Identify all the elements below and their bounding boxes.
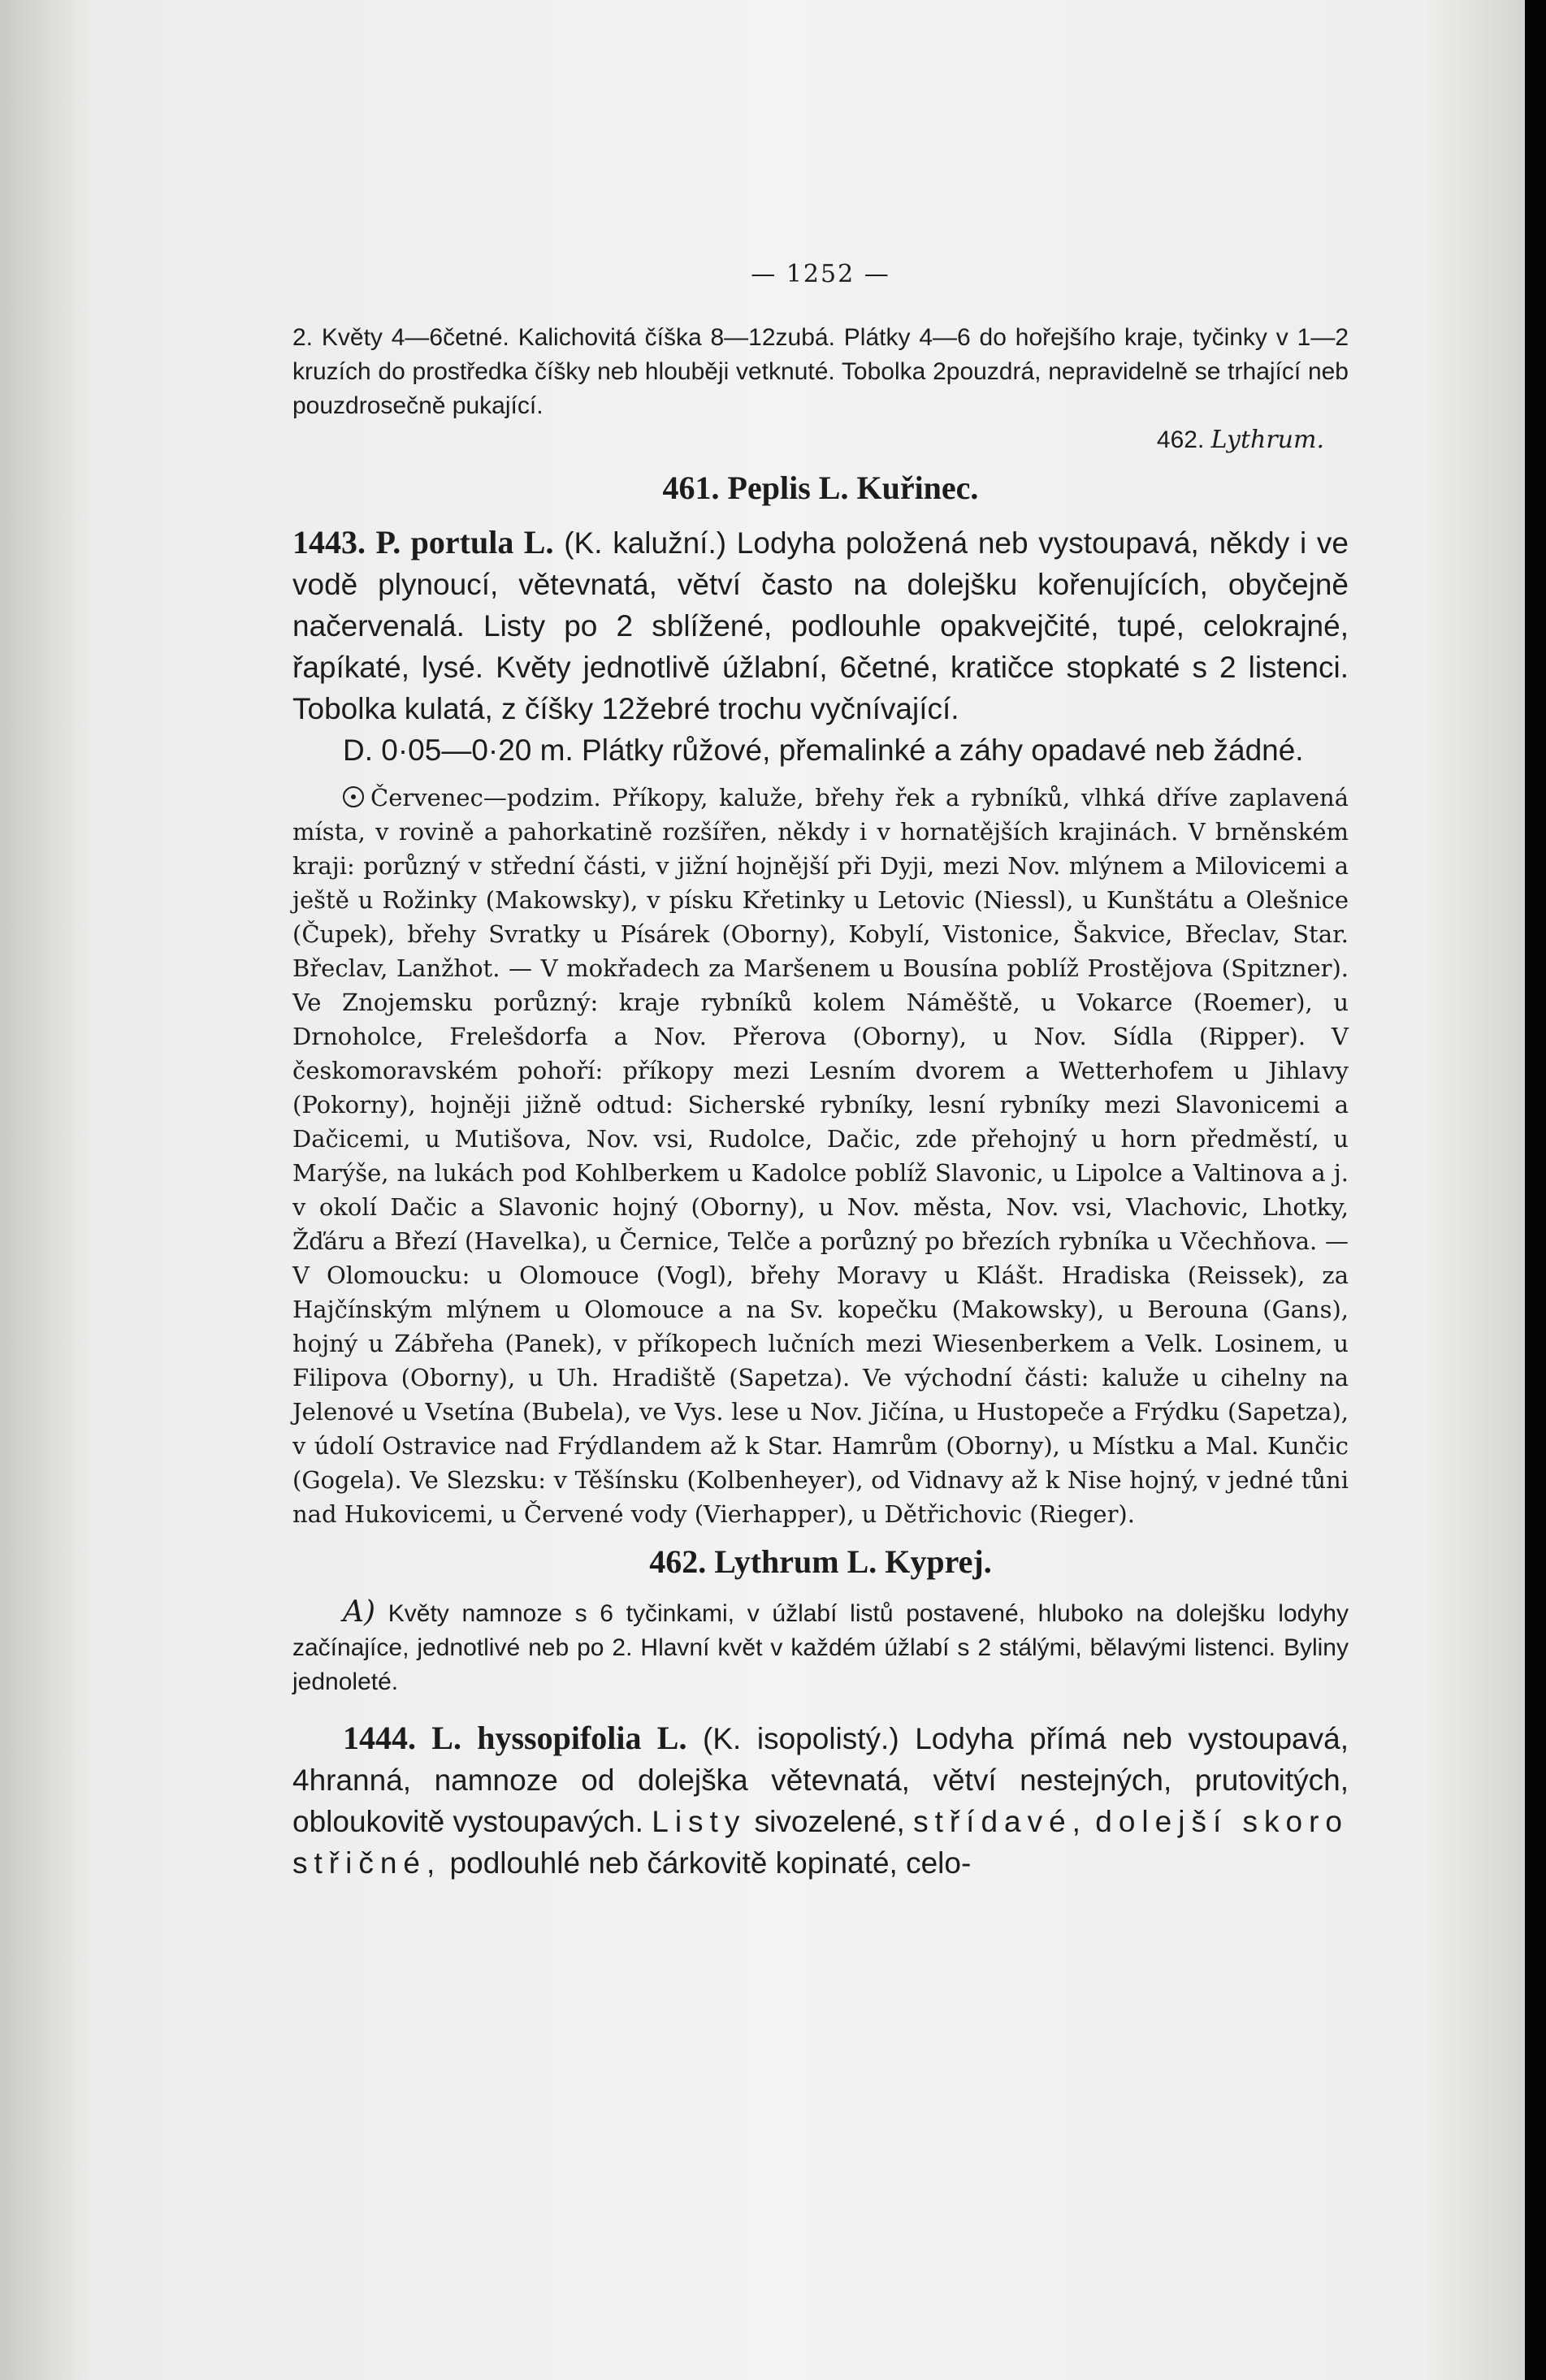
species-1443-distribution-text: Červenec—podzim. Příkopy, kaluže, břehy řek a rybníků, vlhká dříve zaplavená místa, v rovině a pahorkatině rozšířen, někdy i v hornatějších krajinách. V brněnském kraji: porůzný v střední části, v jižní hojnější při Dyji, mezi Nov. mlýnem a Milovicemi a ještě u Rožinky (Makowsky), v písku Křetinky u Letovic (Niessl), u Kunštátu a Olešnice (Čupek), břehy Svratky u Písárek (Oborny), Kobylí, Vistonice, Šakvice, Břeclav, Star. Břeclav, Lanžhot. — V mokřadech za Maršenem u Bousína poblíž Prostějova (Spitzner). Ve Znojemsku porůzný: kraje rybníků kolem Náměště, u Vokarce (Roemer), u Drnoholce, Frelešdorfa a Nov. Přerova (Oborny), u Nov. Sídla (Ripper). V českomoravském pohoří: příkopy mezi Lesním dvorem a Wetterhofem u Jihlavy (Pokorny), hojněji jižně odtud: Sicherské rybníky, lesní rybníky mezi Slavonicemi a Dačicemi, u Mutišova, Nov. vsi, Rudolce, Dačic, zde přehojný u horn předměstí, u Marýše, na lukách pod Kohlberkem u Kadolce poblíž Slavonic, u Lipolce a Valtinova a j. v okolí Dačic a Slavonic hojný (Oborny), u Nov. města, Nov. vsi, Vlachovic, Lhotky, Žďáru a Březí (Havelka), u Černice, Telče a porůzný po březích rybníka u Včechňova. — V Olomoucku: u Olomouce (Vogl), břehy Moravy u Klášt. Hradiska (Reissek), za Hajčínským mlýnem u Olomouce a na Sv. kopečku (Makowsky), u Berouna (Gans), hojný u Zábřeha (Panek), v příkopech lučních mezi Wiesenberkem a Velk. Losinem, u Filipova (Oborny), u Uh. Hradiště (Sapetza). Ve východní části: kaluže u cihelny na Jelenové u Vsetína (Bubela), ve Vys. lese u Nov. Jičína, u Hustopeče a Frýdku (Sapetza), v údolí Ostravice nad Frýdlandem až k Star. Hamrům (Oborny), u Místku a Mal. Kunčic (Gogela). Ve Slezsku: v Těšínsku (Kolbenheyer), od Vidnavy až k Nise hojný, v jedné tůni nad Hukovicemi, u Červené vody (Vierhapper), u Dětřichovic (Rieger). (292, 784, 1349, 1528)
key-reference-genus: Lythrum. (1210, 426, 1324, 454)
species-1444-stridave: střídavé, (913, 1805, 1087, 1838)
section-a-text: Květy namnoze s 6 tyčinkami, v úžlabí listů postavené, hluboko na dolejšku lodyhy začínajíce, jednotlivé neb po 2. Hlavní květ v každém úžlabí s 2 stálými, bělavými listenci. Byliny jednoleté. (292, 1600, 1349, 1695)
species-1444-text-c: podlouhlé neb čárkovitě kopinaté, celo- (449, 1846, 972, 1880)
species-1443-text: (K. kalužní.) Lodyha položená neb vystoupavá, někdy i ve vodě plynoucí, větevnatá, větví často na dolejšku kořenujících, obyčejně načervenalá. Listy po 2 sblížené, podlouhle opakvejčité, tupé, celokrajné, řapíkaté, lysé. Květy jednotlivě úžlabní, 6četné, kratičce stopkaté s 2 listenci. Tobolka kulatá, z číšky 12žebré trochu vyčnívající. (292, 526, 1349, 725)
key-item-2: 2. Květy 4—6četné. Kalichovitá číška 8—12zubá. Plátky 4—6 do hořejšího kraje, tyčinky v 1—2 kruzích do prostředka číšky neb hlouběji vetknuté. Tobolka 2pouzdrá, nepravidelně se trhající neb pouzdrosečně pukající. (292, 324, 1349, 419)
section-a-label: A) (343, 1595, 376, 1629)
page-number: — 1252 — (751, 260, 890, 288)
genus-heading-461: 461. Peplis L. Kuřinec. (662, 470, 979, 506)
key-reference-number: 462. (1156, 426, 1205, 453)
section-a (292, 1595, 1349, 1699)
species-1444-listy: Listy (652, 1805, 747, 1838)
genus-heading-462: 462. Lythrum L. Kyprej. (649, 1543, 992, 1580)
scan-border (1525, 0, 1546, 2380)
species-1443-name: 1443. P. portula L. (292, 524, 554, 560)
species-1444-name: 1444. L. hyssopifolia L. (343, 1720, 687, 1756)
species-1443-dimension: D. 0·05—0·20 m. Plátky růžové, přemalinké a záhy opadavé neb žádné. (343, 733, 1304, 767)
species-1444-description (292, 1717, 1349, 1884)
species-1443-distribution (292, 781, 1349, 1531)
annual-symbol-icon (343, 786, 364, 807)
page-text (292, 260, 1349, 1884)
species-1444-dolejsi: dolejší skoro střičné, (292, 1805, 1349, 1880)
species-1443-description (292, 521, 1349, 729)
key-reference (292, 423, 1349, 457)
species-1444-text-a: (K. isopolistý.) Lodyha přímá neb vystoupavá, 4hranná, namnoze od dolejška větevnatá, větví nestejných, prutovitých, obloukovitě vystoupavých. (292, 1722, 1349, 1838)
species-1444-text-b: sivozelené, (754, 1805, 905, 1838)
